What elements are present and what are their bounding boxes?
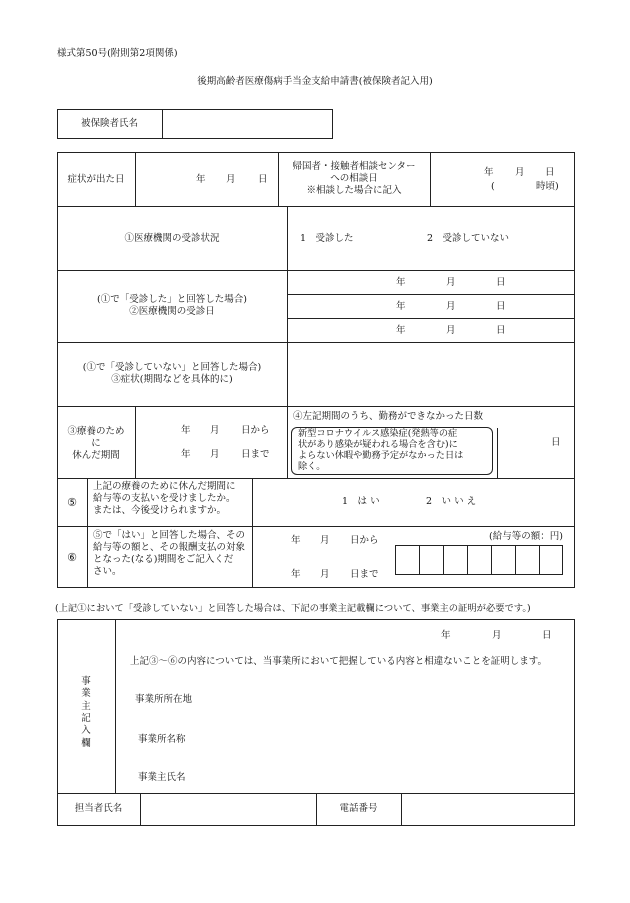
col-line [87, 478, 88, 588]
pay-to-day: 日まで [350, 569, 379, 580]
symptom-day: 日 [258, 174, 268, 185]
q2-row1-year: 年 [396, 277, 406, 288]
row-line [287, 318, 575, 319]
q6-number: ⑥ [67, 551, 77, 564]
symptom-month: 月 [226, 174, 236, 185]
consult-center-line: ※相談した場合に記入 [306, 184, 402, 196]
q3-label [57, 362, 287, 386]
row-line [57, 342, 575, 343]
q5-number: ⑤ [67, 496, 77, 509]
col-line [140, 793, 141, 826]
q2-row3-year: 年 [396, 325, 406, 336]
employer-side-label [57, 676, 115, 750]
owner-name-label: 事業主氏名 [138, 772, 186, 783]
q2-row2-year: 年 [396, 301, 406, 312]
digit-divider [491, 545, 492, 575]
phone-label: 電話番号 [339, 803, 378, 814]
q6-question-line: ⑤で「はい」と回答した場合、その [93, 530, 246, 541]
q5-question [93, 481, 236, 517]
q4-label [57, 426, 135, 462]
col-line [135, 406, 136, 478]
row-line [57, 206, 575, 207]
center-year: 年 [484, 167, 494, 178]
pay-from-day: 日から [350, 535, 379, 546]
center-paren: ( [491, 181, 495, 192]
q3-label-line: ③症状(期間などを具体的に) [111, 373, 233, 385]
digit-divider [467, 545, 468, 575]
absent-days-unit: 日 [551, 437, 561, 448]
office-name-label: 事業所名称 [138, 734, 186, 745]
divider [162, 109, 163, 139]
consult-center-label [278, 161, 430, 197]
leave-from-month: 月 [210, 425, 220, 436]
q6-question-line: 給与等の額と、その報酬支払の対象 [93, 541, 246, 553]
leave-to-day: 日まで [241, 449, 270, 460]
employer-month: 月 [492, 630, 502, 641]
consult-center-line: 帰国者・接触者相談センター [292, 161, 416, 172]
q1-option-visited[interactable]: 1 受診した [300, 233, 354, 244]
pay-amount-boxes[interactable] [395, 545, 563, 575]
absent-days-label: ④左記期間のうち、勤務ができなかった日数 [293, 411, 484, 422]
q2-label [57, 294, 287, 318]
center-time: 時頃) [536, 181, 559, 192]
pay-from-year: 年 [291, 535, 301, 546]
symptom-year: 年 [196, 174, 206, 185]
col-line [135, 152, 136, 206]
digit-divider [515, 545, 516, 575]
employer-certify: 上記③～⑥の内容については、当事業所において把握している内容と相違ないことを証明します。 [130, 656, 548, 667]
q5-question-line: または、今後受けられますか。 [93, 504, 227, 516]
employer-side-label-text: 事業主記入欄 [81, 676, 91, 749]
q2-row2-day: 日 [496, 301, 506, 312]
q6-question-line: さい。 [93, 565, 122, 577]
contact-person-label: 担当者氏名 [74, 803, 123, 814]
digit-divider [443, 545, 444, 575]
q5-question-line: 上記の療養のために休んだ期間に [93, 481, 236, 492]
employer-day: 日 [542, 630, 552, 641]
col-line [497, 428, 498, 478]
leave-to-year: 年 [181, 449, 191, 460]
q2-label-line: ②医療機関の受診日 [129, 305, 215, 317]
center-day: 日 [545, 167, 555, 178]
q4-label-line: ③療養のため [67, 426, 125, 437]
col-line [115, 619, 116, 793]
q2-row2-month: 月 [446, 301, 456, 312]
leave-from-year: 年 [181, 425, 191, 436]
col-line [430, 152, 431, 206]
form-title: 後期高齢者医療傷病手当金支給申請書(被保険者記入用) [197, 76, 433, 87]
digit-divider [419, 545, 420, 575]
consult-center-line: への相談日 [330, 172, 378, 184]
note-line: 状があり感染が疑われる場合を含む)に [298, 439, 458, 451]
digit-divider [539, 545, 540, 575]
col-line [252, 478, 253, 588]
q4-label-line: に [91, 437, 101, 449]
leave-from-day: 日から [241, 425, 270, 436]
row-line [57, 526, 575, 527]
office-address-label: 事業所所在地 [135, 694, 193, 705]
row-line [287, 294, 575, 295]
q6-question [93, 530, 245, 578]
q2-row3-month: 月 [446, 325, 456, 336]
q2-row3-day: 日 [496, 325, 506, 336]
symptom-label: 症状が出た日 [67, 174, 125, 185]
absent-days-note [298, 428, 463, 472]
note-line: 除く。 [298, 461, 326, 473]
q2-row1-day: 日 [496, 277, 506, 288]
col-line [287, 206, 288, 478]
note-line: よらない休暇や勤務予定がなかった日は [298, 450, 464, 462]
col-line [401, 793, 402, 826]
q3-label-line: (①で「受診していない」と回答した場合) [82, 362, 262, 373]
q4-label-line: 休んだ期間 [72, 449, 120, 461]
q1-label: ①医療機関の受診状況 [124, 233, 220, 244]
q2-label-line: (①で「受診した」と回答した場合) [97, 294, 247, 305]
pay-from-month: 月 [320, 535, 330, 546]
center-month: 月 [515, 167, 525, 178]
employer-year: 年 [441, 630, 451, 641]
q5-option-yes[interactable]: 1 は い [342, 496, 380, 507]
insured-name-label: 被保険者氏名 [80, 118, 138, 129]
form-number: 様式第50号(附則第2項関係) [57, 48, 178, 59]
q1-option-not-visited[interactable]: 2 受診していない [427, 233, 510, 244]
q6-question-line: となった(なる)期間をご記入くだ [93, 553, 234, 565]
q2-row1-month: 月 [446, 277, 456, 288]
pay-to-year: 年 [291, 569, 301, 580]
row-line [57, 478, 575, 479]
q5-option-no[interactable]: 2 い い え [426, 496, 477, 507]
employer-note: (上記①において「受診していない」と回答した場合は、下記の事業主記載欄について、事業主の証明が必要です。) [55, 603, 531, 614]
pay-to-month: 月 [320, 569, 330, 580]
pay-amount-label: (給与等の額：円) [489, 531, 563, 542]
note-line: 新型コロナウイルス感染症(発熱等の症 [298, 428, 458, 439]
leave-to-month: 月 [210, 449, 220, 460]
row-line [57, 270, 575, 271]
q5-question-line: 給与等の支払いを受けましたか。 [93, 492, 236, 504]
